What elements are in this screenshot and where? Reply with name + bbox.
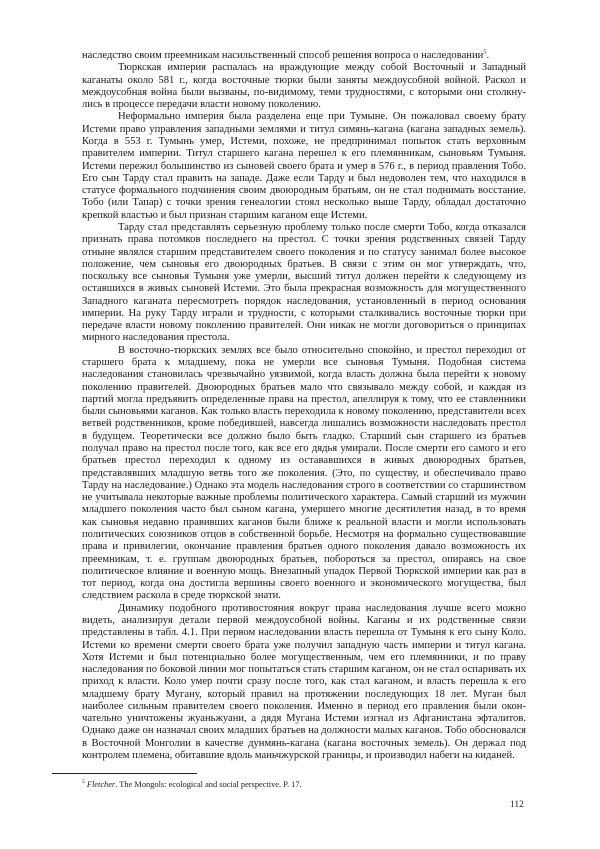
page-number: 112: [510, 800, 524, 810]
paragraph-continuation: [82, 50, 526, 62]
body-text: [82, 50, 526, 762]
paragraph: Неформально империя была разделена еще при Тумыне. Он пожаловал своему брату Истеми право управления западными землями и титул симянь-кагана (кагана западных земель). Когда в 553 г. Тумынь умер, Истеми, похоже, не предпринимал попыток стать верховным правителем империи. Титул старшего кагана перешел к его племянникам, сыновьям Тумыня. Истеми пережил большинство из сыновей своего брата и умер в 576 г., в период правления Тобо. Его сын Тарду стал править на западе. Даже если Тарду и был недоволен тем, что находился в статусе формального подчинения своим двоюродным братьям, он не стал поднимать восстание. Тобо (или Тапар) с точки зрения генеалогии стоял несколько выше Тарду, обладал достаточно крепкой властью и был признан старшим каганом еще Истеми.: [82, 111, 526, 221]
footnote-author: Fletcher: [86, 780, 116, 789]
paragraph-text: наследство своим преемникам насильственный способ решения вопроса о наследовании: [82, 50, 484, 61]
paragraph: Динамику подобного противостояния вокруг права наследования лучше всего можно видеть, анализируя детали первой междоусобной войны. Каганы и их родственные связи представлены в табл. 4.1. При первом наследовании власть перешла от Тумыня к его сыну Колo. Истеми ко времени смерти своего брата уже получил западную часть империи и титул кагана. Хотя Истеми и был потенциально более могущественным, чем его племянники, и по праву наследования по боковой линии мог попытаться стать старшим каганом, он не стал оспаривать их приход к власти. Коло умер почти сразу после того, как стал каганом, и власть перешла к его младшему брату Мугану, который правил на протяжении последующих 18 лет. Муган был наиболее сильным правителем своего поколения. Именно в период его правления были окон-чательно уничтожены жуаньжуани, а дядя Мугана Истеми изгнал из Афганистана эфталитов. Однако даже он назначал своих младших братьев на должности малых каганов. Тобо обосновался в Восточной Монголии в качестве дунмянь-кагана (кагана восточных земель). Он держал под контролем племена, обитавшие вдоль маньчжурской границы, и производил набеги на киданей.: [82, 602, 526, 762]
footnote-text: . The Mongols: ecological and social perspective. P. 17.: [115, 780, 302, 789]
paragraph: Тюркская империя распалась на враждующие между собой Восточный и Западный каганаты около 581 г., когда восточные тюрки были заняты междоусобной войной. Раскол и междоусобная война были вызваны, по-видимому, теми трудностями, с которыми они столкну-лись в процессе передачи власти новому поколению.: [82, 62, 526, 111]
footnote-divider: [52, 773, 197, 774]
footnote-number: 5: [82, 779, 85, 786]
paragraph-tail: .: [486, 50, 490, 61]
footnote: [82, 780, 532, 790]
footnote-reference[interactable]: 5: [483, 48, 487, 56]
paragraph: В восточно-тюркских землях все было относительно спокойно, и престол переходил от старшего брата к младшему, пока не умерли все сыновья Тумыня. Подобная система наследования становилась чрезвычайно уязвимой, когда власть должна была перейти к новому поколению правителей. Двоюродных братьев мало что связывало между собой, и каждая из партий могла предъявить определенные права на престол, апеллируя к тому, что ее ставленники были сыновьями каганов. Как только власть переходила к новому поколению, представители всех ветвей родственников, кроме победившей, навсегда лишались возможности наследовать престол в будущем. Теоретически все должно было быть гладко. Старший сын старшего из братьев получал право на престол после того, как все его дядья умирали. После смерти его самого и его братьев престол переходил к одному из остававшихся в живых двоюродных братьев, представлявших младшую ветвь того же поколения. (Это, по существу, и обеспечивало право Тарду на наследование.) Однако эта модель наследования строго в соответствии со старшинством не учитывала некоторые важные проблемы политического характера. Самый старший из мужчин младшего поколения часто был сыном кагана, умершего многие десятилетия назад, в то время как сыновья недавно правивших каганов были ближе к реальной власти и могли использовать политических союзников отцов в собственной борьбе. Несмотря на формально существовавшие права и привилегии, окончание правления братьев одного поколения давало возможность их преемникам, т. е. группам двоюродных братьев, побороться за престол, опираясь на свое политическое влияние и военную мощь. Внезапный упадок Первой Тюркской империи как раз в тот период, когда она достигла вершины своего военного и экономического могущества, был следствием раскола в среде тюркской знати.: [82, 344, 526, 602]
paragraph: Тарду стал представлять серьезную проблему только после смерти Тобо, когда отказался признать права потомков последнего на престол. С точки зрения родственных связей Тарду отныне являлся старшим представителем своего поколения и по статусу занимал более высокое положение, чем сыновья его двоюродных братьев. В связи с этим он мог утверждать, что, поскольку все сыновья Тумыня уже умерли, высший титул должен перейти к следующему из оставшихся в живых сыновей Истеми. Это была прекрасная возможность для могущественного Западного каганата пересмотреть порядок наследования, установленный в период основания империи. На руку Тарду играли и трудности, с которыми сталкивались восточные тюрки при передаче власти новому поколению правителей. Они никак не могли договориться о принципах мирного наследования престола.: [82, 221, 526, 344]
